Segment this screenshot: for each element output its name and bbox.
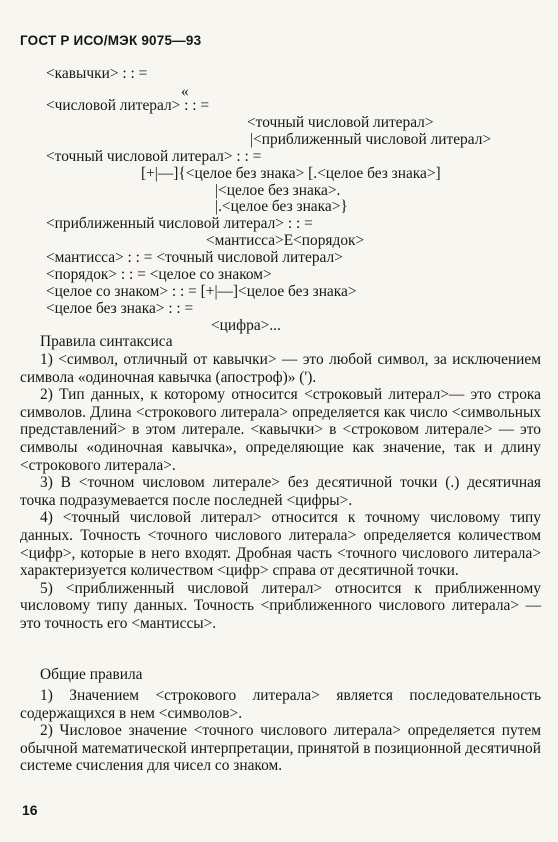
- grammar-line: «: [181, 83, 189, 100]
- syntax-rule: 1) <символ, отличный от кавычки> — это любой символ, за исключением символа «одиночная кавычка (апостроф)» (').: [20, 351, 541, 386]
- grammar-line: <приближенный числовой литерал> : : =: [46, 215, 313, 232]
- syntax-rule: 5) <приближенный числовой литерал> относится к приближенному числовому типу данных. Точность <приближенного числового литерала> — это точность его <мантиссы>.: [20, 579, 541, 632]
- grammar-line: <цифра>...: [211, 317, 281, 334]
- page-header: ГОСТ Р ИСО/МЭК 9075—93: [20, 33, 202, 48]
- grammar-line: <мантисса>E<порядок>: [206, 232, 365, 249]
- syntax-rule: 2) Тип данных, к которому относится <строковый литерал>— это строка символов. Длина <строкового литерала> определяется как число <символьных представлений> в этом литерале. <кавычки> в <строковом литерале> — это символы «одиночная кавычка», определяющие как значение, так и длину <строкового литерала>.: [20, 386, 541, 474]
- grammar-line: <кавычки> : : =: [46, 65, 148, 82]
- syntax-rule: 3) В <точном числовом литерале> без десятичной точки (.) десятичная точка подразумевается после последней <цифры>.: [20, 474, 541, 509]
- grammar-line: <точный числовой литерал> : : =: [46, 148, 262, 165]
- syntax-rule: 4) <точный числовой литерал> относится к точному числовому типу данных. Точность <точного числового литерала> определяется количеством <цифр>, которые в него входят. Дробная часть <точного числового литерала> характеризуется количеством <цифр> справа от десятичной точки.: [20, 509, 541, 580]
- grammar-line: |<целое без знака>.: [215, 182, 341, 199]
- grammar-line: <мантисса> : : = <точный числовой литерал>: [46, 249, 343, 266]
- general-rule: 2) Числовое значение <точного числового литерала> определяется путем обычной математической интерпретации, принятой в позиционной десятичной системе счисления для чисел со знаком.: [20, 722, 541, 775]
- grammar-line: <числовой литерал> : : =: [46, 97, 210, 114]
- general-rules: [20, 687, 541, 775]
- syntax-rules: [20, 351, 541, 633]
- general-rules-heading: Общие правила: [40, 666, 143, 683]
- grammar-line: <целое без знака> : : =: [46, 300, 194, 317]
- grammar-line: <целое со знаком> : : = [+|—]<целое без знака>: [46, 283, 357, 300]
- syntax-rules-heading: Правила синтаксиса: [40, 333, 173, 350]
- page-number: 16: [22, 802, 38, 818]
- grammar-line: |.<целое без знака>}: [215, 198, 348, 215]
- general-rule: 1) Значением <строкового литерала> является последовательность содержащихся в нем <символов>.: [20, 687, 541, 722]
- grammar-line: |<приближенный числовой литерал>: [250, 131, 492, 148]
- grammar-line: [+|—]{<целое без знака> [.<целое без знака>]: [141, 165, 441, 182]
- grammar-line: <порядок> : : = <целое со знаком>: [46, 266, 272, 283]
- grammar-line: <точный числовой литерал>: [247, 114, 434, 131]
